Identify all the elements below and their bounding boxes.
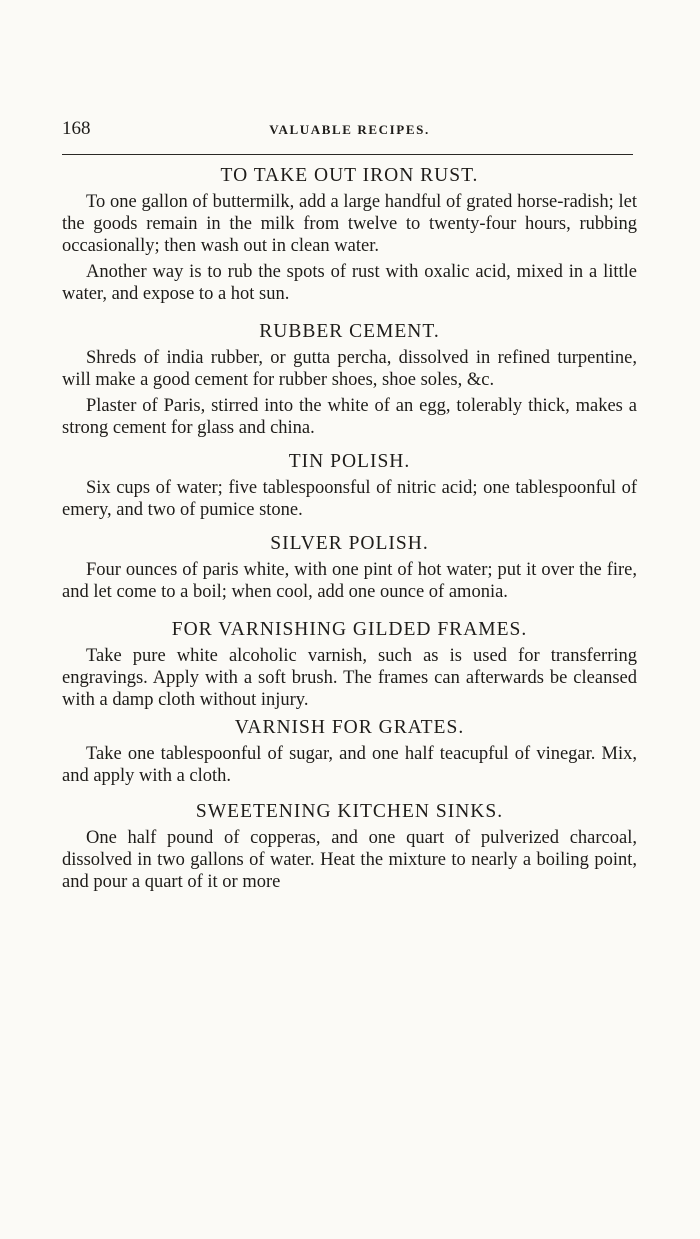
recipe-paragraph: Plaster of Paris, stirred into the white of an egg, tolerably thick, makes a strong cement for glass and china. — [62, 396, 637, 438]
recipe-sweetening-kitchen-sinks — [62, 799, 637, 893]
recipe-title: RUBBER CEMENT. — [259, 321, 440, 342]
page-header — [62, 118, 637, 146]
recipe-varnish-for-grates — [62, 715, 637, 787]
recipe-title: FOR VARNISHING GILDED FRAMES. — [171, 619, 528, 640]
recipe-paragraph: Six cups of water; five tablespoonsful of nitric acid; one tablespoonful of emery, and two of pumice stone. — [62, 478, 637, 520]
recipe-title: VARNISH FOR GRATES. — [234, 717, 465, 738]
recipe-paragraph: Four ounces of paris white, with one pint of hot water; put it over the fire, and let come to a boil; when cool, add one ounce of amonia. — [62, 560, 637, 602]
recipe-title: TO TAKE OUT IRON RUST. — [220, 165, 479, 186]
recipe-paragraph: One half pound of copperas, and one quart of pulverized charcoal, dissolved in two gallons of water. Heat the mixture to nearly a boiling point, and pour a quart of it or more — [62, 828, 637, 892]
recipe-paragraph: Another way is to rub the spots of rust with oxalic acid, mixed in a little water, and expose to a hot sun. — [62, 262, 637, 304]
recipe-paragraph: Take pure white alcoholic varnish, such as is used for transferring engravings. Apply with a soft brush. The frames can afterwards be cleansed with a damp cloth without injury. — [62, 646, 637, 710]
recipe-varnishing-gilded-frames — [62, 617, 637, 711]
header-rule — [62, 154, 633, 155]
recipe-tin-polish — [62, 449, 637, 521]
recipe-title: TIN POLISH. — [288, 451, 411, 472]
recipe-title: SILVER POLISH. — [270, 533, 429, 554]
book-page — [62, 118, 637, 893]
recipe-paragraph: Take one tablespoonful of sugar, and one half teacupful of vinegar. Mix, and apply with a cloth. — [62, 744, 637, 786]
recipe-paragraph: Shreds of india rubber, or gutta percha, dissolved in refined turpentine, will make a good cement for rubber shoes, shoe soles, &c. — [62, 348, 637, 390]
recipe-paragraph: To one gallon of buttermilk, add a large handful of grated horse-radish; let the goods remain in the milk from twelve to twenty-four hours, rubbing occasionally; then wash out in clean water. — [62, 192, 637, 256]
recipe-iron-rust — [62, 163, 637, 305]
recipe-silver-polish — [62, 531, 637, 603]
recipe-rubber-cement — [62, 319, 637, 439]
recipe-title: SWEETENING KITCHEN SINKS. — [195, 801, 504, 822]
running-head: VALUABLE RECIPES. — [269, 122, 430, 137]
page-number: 168 — [62, 118, 91, 139]
